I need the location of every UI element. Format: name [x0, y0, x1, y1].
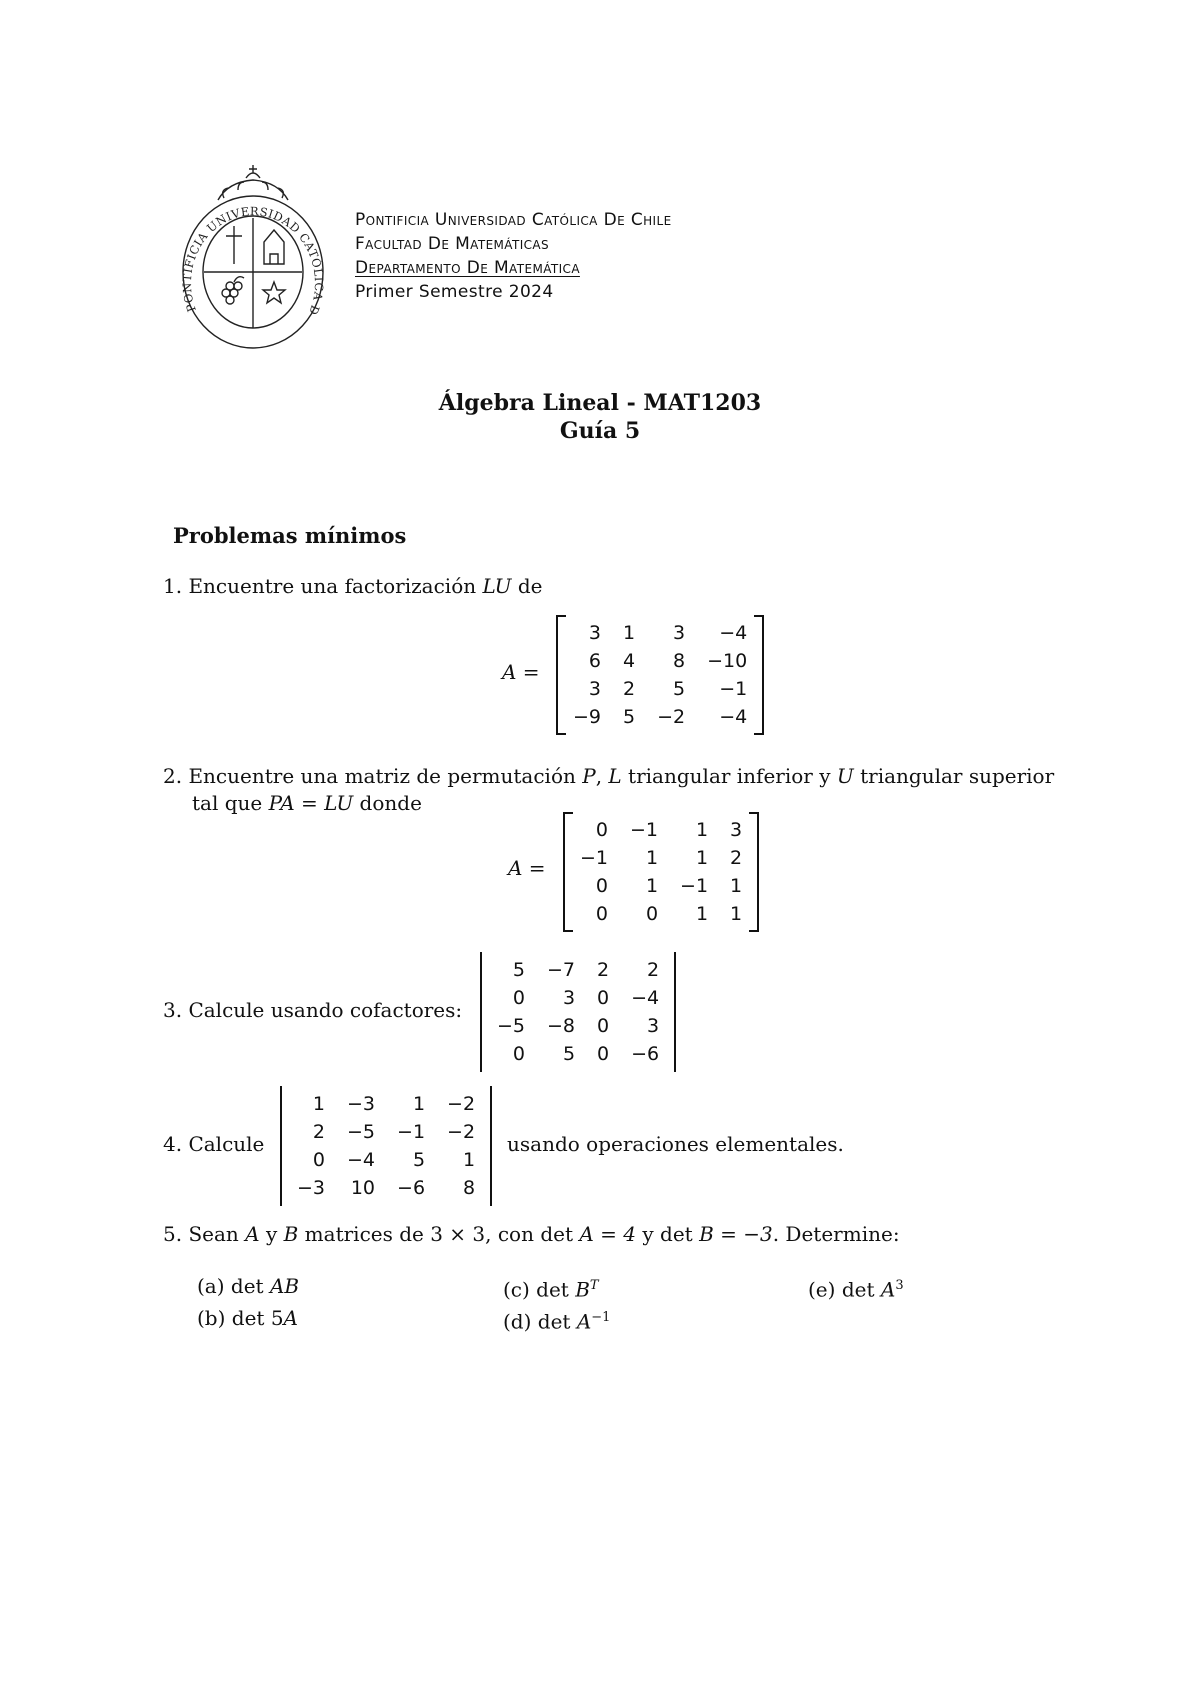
- item-d-label: (d): [503, 1309, 532, 1334]
- matrix-cell: 2: [730, 847, 743, 869]
- matrix-cell: −5: [347, 1121, 376, 1143]
- problem-5-text-b: y: [259, 1222, 284, 1246]
- item-b-label: (b): [197, 1306, 226, 1330]
- matrix-cell: −4: [347, 1149, 376, 1171]
- matrix-cell: 2: [623, 678, 636, 700]
- item-e-label: (e): [808, 1277, 836, 1302]
- matrix-row: [569, 844, 753, 872]
- item-b: [197, 1304, 298, 1332]
- matrix-cell: 3: [673, 622, 686, 644]
- problem-2-statement-line2: [192, 789, 422, 817]
- matrix-row: [562, 619, 758, 647]
- problem-4-number: 4.: [163, 1132, 183, 1156]
- item-c-var: B: [575, 1277, 590, 1302]
- matrix-2-lhs-text: A =: [508, 856, 546, 880]
- matrix-cell: −2: [657, 706, 686, 728]
- seal-lettering: PONTIFICIA UNIVERSIDAD CATÓLICA D: [179, 204, 327, 318]
- problem-2-var-u: U: [836, 764, 854, 788]
- matrix-cell: −7: [547, 959, 576, 981]
- problem-2-text-a: Encuentre una matriz de permutación: [188, 764, 583, 788]
- problem-5-text-c: matrices de 3 × 3, con det: [298, 1222, 580, 1246]
- matrix-row: [562, 703, 758, 731]
- problem-5-var-a: A: [245, 1222, 260, 1246]
- problem-2-text-c: triangular superior: [853, 764, 1055, 788]
- section-heading: Problemas mínimos: [173, 523, 407, 548]
- item-e-var: A: [880, 1277, 896, 1302]
- matrix-cell: −1: [630, 819, 659, 841]
- matrix-cell: 1: [645, 875, 659, 897]
- problem-2-line2-a: tal que: [192, 791, 269, 815]
- matrix-row: [286, 1090, 486, 1118]
- university-name: Pontificia Universidad Católica De Chile: [355, 210, 672, 230]
- matrix-row: [486, 1040, 670, 1068]
- matrix-cell: 0: [512, 987, 526, 1009]
- matrix-cell: −6: [397, 1177, 426, 1199]
- matrix-cell: −8: [547, 1015, 576, 1037]
- matrix-cell: −2: [447, 1093, 476, 1115]
- matrix-cell: 2: [312, 1121, 326, 1143]
- matrix-cell: 1: [645, 847, 659, 869]
- matrix-cell: −1: [580, 847, 609, 869]
- matrix-cell: 8: [673, 650, 686, 672]
- faculty-name: Facultad De Matemáticas: [355, 234, 550, 254]
- matrix-row: [562, 647, 758, 675]
- matrix-row: [486, 984, 670, 1012]
- problem-2-var-l: L: [608, 764, 622, 788]
- matrix-cell: 0: [512, 1043, 526, 1065]
- item-a: [197, 1272, 299, 1300]
- matrix-row: [486, 1012, 670, 1040]
- item-c-label: (c): [503, 1277, 530, 1302]
- matrix-cell: 4: [623, 650, 636, 672]
- item-e-expr: det: [841, 1277, 881, 1302]
- problem-2-statement: [163, 762, 1054, 790]
- matrix-cell: 5: [412, 1149, 426, 1171]
- item-d-expr: det: [537, 1309, 577, 1334]
- matrix-cell: −3: [297, 1177, 326, 1199]
- matrix-cell: 5: [673, 678, 686, 700]
- item-a-label: (a): [197, 1274, 225, 1298]
- matrix-cell: 1: [412, 1093, 426, 1115]
- item-c: [503, 1272, 599, 1304]
- problem-2-text-b: triangular inferior y: [621, 764, 837, 788]
- problem-1-number: 1.: [163, 574, 183, 598]
- matrix-cell: 0: [597, 987, 610, 1009]
- problem-3-number: 3.: [163, 998, 183, 1022]
- semester-label: Primer Semestre 2024: [355, 282, 554, 302]
- matrix-row: [562, 675, 758, 703]
- matrix-cell: −9: [573, 706, 602, 728]
- problem-2-equation: PA = LU: [268, 791, 354, 815]
- problem-4-statement: [163, 1130, 264, 1158]
- matrix-cell: 1: [695, 819, 709, 841]
- matrix-cell: 1: [462, 1149, 476, 1171]
- matrix-cell: 1: [623, 622, 636, 644]
- matrix-cell: −4: [719, 706, 748, 728]
- matrix-2-lhs: [508, 856, 546, 880]
- matrix-cell: 0: [312, 1149, 326, 1171]
- item-a-expr: det: [230, 1274, 270, 1298]
- matrix-cell: 1: [695, 903, 709, 925]
- matrix-cell: 3: [588, 678, 602, 700]
- matrix-cell: 5: [512, 959, 526, 981]
- matrix-cell: 3: [730, 819, 743, 841]
- matrix-cell: −4: [631, 987, 660, 1009]
- problem-5-var-b: B: [283, 1222, 299, 1246]
- item-c-sup: T: [589, 1278, 599, 1293]
- matrix-row: [569, 872, 753, 900]
- problem-5-text-e: . Determine:: [772, 1222, 900, 1246]
- matrix-row: [286, 1146, 486, 1174]
- problem-5-statement: [163, 1220, 900, 1248]
- matrix-3-determinant: [480, 952, 676, 1072]
- problem-2-sep: ,: [595, 764, 609, 788]
- matrix-cell: −10: [707, 650, 748, 672]
- item-a-var: AB: [269, 1274, 300, 1298]
- matrix-cell: −1: [397, 1121, 426, 1143]
- matrix-cell: 5: [562, 1043, 576, 1065]
- matrix-1-lhs-text: A =: [502, 660, 540, 684]
- item-d-sup: −1: [591, 1310, 611, 1325]
- matrix-cell: −5: [497, 1015, 526, 1037]
- guide-number: Guía 5: [559, 418, 641, 444]
- item-c-expr: det: [536, 1277, 576, 1302]
- problem-5-text-a: Sean: [188, 1222, 246, 1246]
- matrix-cell: −1: [719, 678, 748, 700]
- matrix-cell: 3: [647, 1015, 660, 1037]
- problem-4-text-b: usando operaciones elementales.: [507, 1132, 844, 1156]
- matrix-cell: 3: [588, 622, 602, 644]
- matrix-cell: −1: [680, 875, 709, 897]
- matrix-cell: −2: [447, 1121, 476, 1143]
- matrix-cell: 0: [595, 819, 609, 841]
- matrix-cell: 2: [597, 959, 610, 981]
- svg-text:PONTIFICIA UNIVERSIDAD CATÓLIC: [178, 160, 326, 317]
- matrix-cell: 0: [597, 1015, 610, 1037]
- matrix-cell: 3: [562, 987, 576, 1009]
- problem-2-line2-b: donde: [353, 791, 422, 815]
- matrix-1: [556, 615, 764, 735]
- problem-3-statement: [163, 996, 462, 1024]
- item-b-var: A: [283, 1306, 298, 1330]
- problem-2-number: 2.: [163, 764, 183, 788]
- matrix-2: [563, 812, 759, 932]
- item-e-sup: 3: [895, 1278, 904, 1293]
- item-d-var: A: [576, 1309, 592, 1334]
- matrix-cell: 0: [645, 903, 659, 925]
- institution-header: [355, 208, 672, 304]
- university-seal: [178, 160, 328, 364]
- matrix-4-determinant: [280, 1086, 492, 1206]
- matrix-cell: 6: [588, 650, 602, 672]
- problem-1-text: Encuentre una factorización: [188, 574, 483, 598]
- matrix-cell: 8: [462, 1177, 476, 1199]
- problem-3-text: Calcule usando cofactores:: [188, 998, 463, 1022]
- matrix-cell: 5: [623, 706, 636, 728]
- matrix-cell: 0: [595, 875, 609, 897]
- matrix-cell: −6: [631, 1043, 660, 1065]
- matrix-cell: 1: [312, 1093, 326, 1115]
- problem-2-var-p: P: [582, 764, 596, 788]
- course-title: Álgebra Lineal - MAT1203: [438, 390, 762, 416]
- matrix-row: [486, 956, 670, 984]
- matrix-row: [569, 900, 753, 928]
- matrix-1-lhs: [502, 660, 540, 684]
- problem-1-statement: [163, 572, 543, 600]
- matrix-row: [286, 1174, 486, 1202]
- matrix-cell: −4: [719, 622, 748, 644]
- department-name: Departamento De Matemática: [355, 258, 580, 278]
- matrix-cell: −3: [347, 1093, 376, 1115]
- matrix-cell: 1: [730, 903, 743, 925]
- problem-5-eq1: A = 4: [579, 1222, 637, 1246]
- item-d: [503, 1304, 610, 1336]
- item-b-expr: det 5: [231, 1306, 284, 1330]
- item-e: [808, 1272, 904, 1304]
- matrix-row: [286, 1118, 486, 1146]
- matrix-cell: 2: [647, 959, 660, 981]
- matrix-row: [569, 816, 753, 844]
- matrix-cell: 0: [595, 903, 609, 925]
- problem-5-eq2: B = −3: [699, 1222, 773, 1246]
- problem-5-text-d: y det: [636, 1222, 700, 1246]
- matrix-cell: 1: [730, 875, 743, 897]
- problem-1-text-end: de: [511, 574, 543, 598]
- problem-1-var: LU: [482, 574, 512, 598]
- matrix-cell: 0: [597, 1043, 610, 1065]
- matrix-cell: 10: [350, 1177, 376, 1199]
- problem-5-number: 5.: [163, 1222, 183, 1246]
- matrix-cell: 1: [695, 847, 709, 869]
- problem-4-text-a: Calcule: [188, 1132, 265, 1156]
